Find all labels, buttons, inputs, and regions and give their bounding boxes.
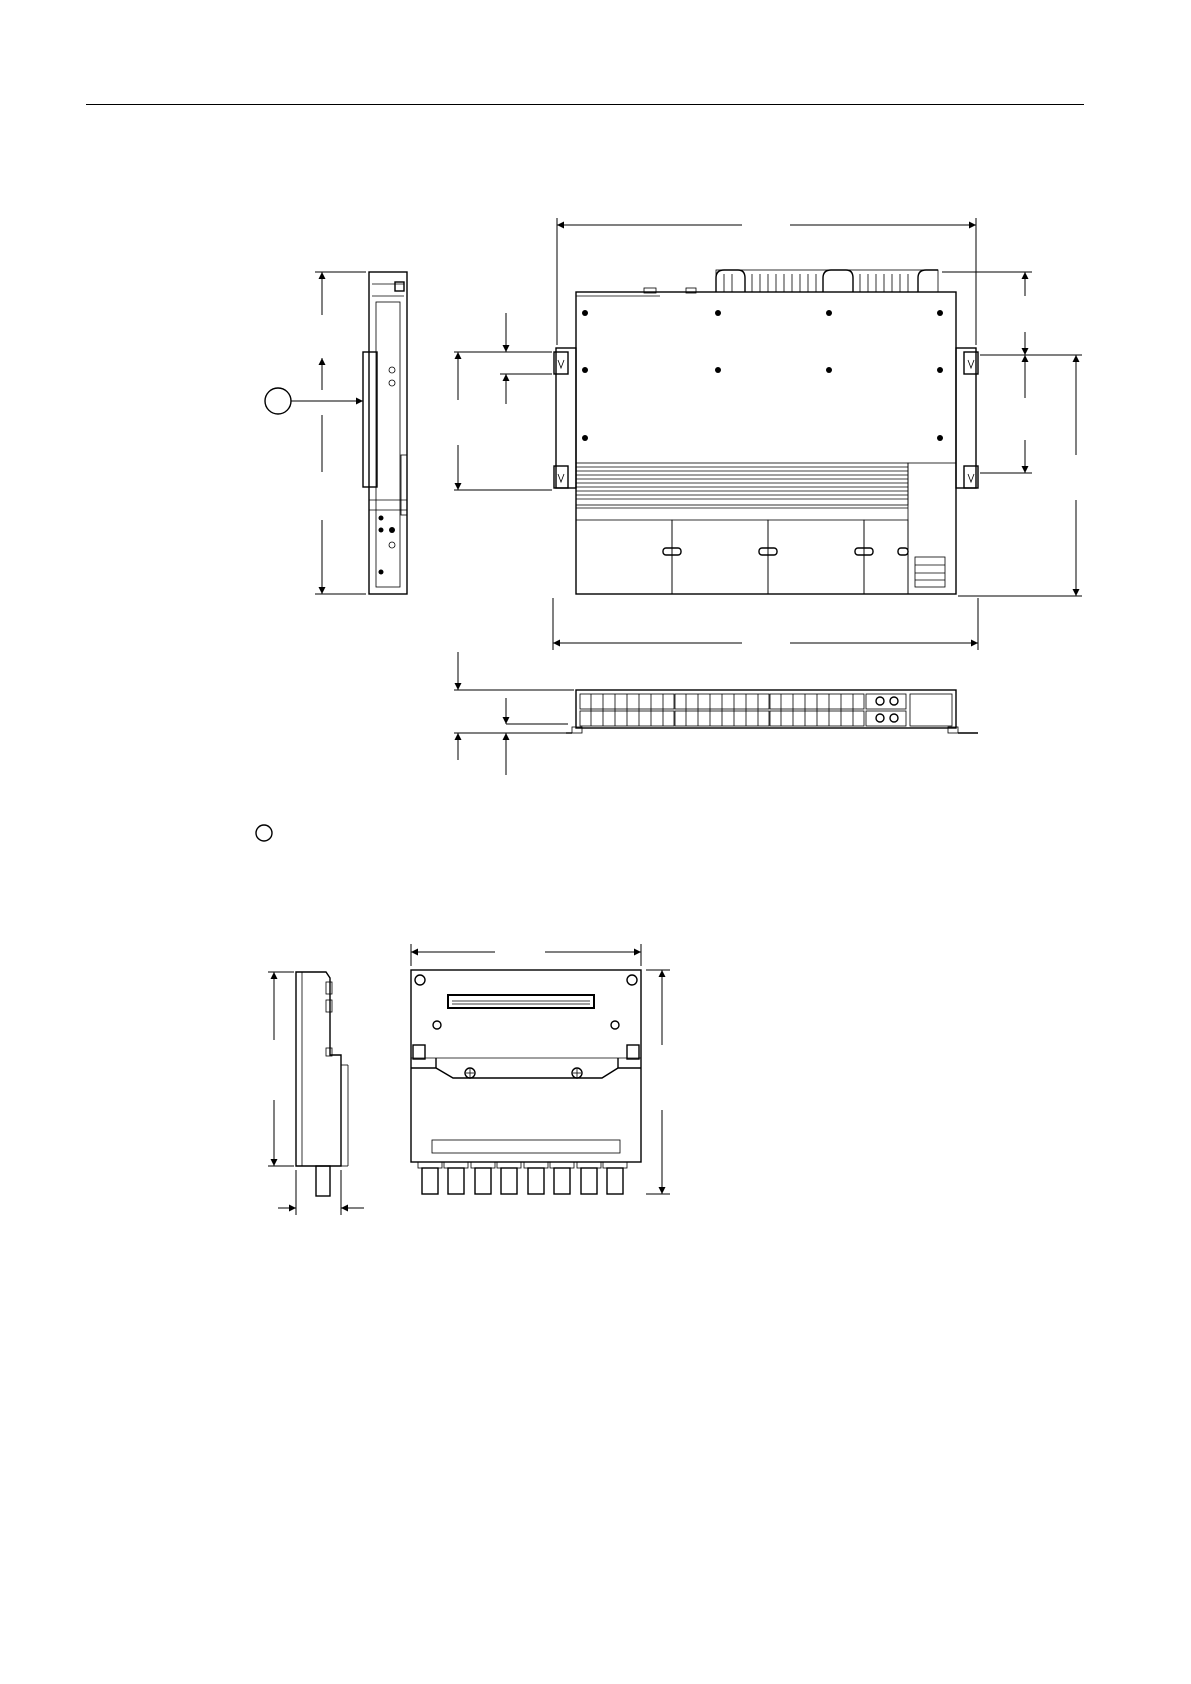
front-view (554, 270, 978, 594)
connector-rows (580, 694, 952, 726)
side-view (363, 272, 407, 594)
module-side-view (296, 972, 348, 1196)
bnc-connectors (418, 1162, 627, 1194)
circle-callout (265, 388, 291, 414)
fin-band (576, 463, 908, 505)
callout-marker (256, 825, 272, 841)
module-front-view (411, 970, 641, 1194)
fins (724, 274, 908, 292)
bottom-view (566, 690, 978, 733)
module-front-dimensions (411, 944, 670, 1194)
bottom-dimensions (454, 652, 574, 775)
side-dimensions (265, 272, 366, 594)
